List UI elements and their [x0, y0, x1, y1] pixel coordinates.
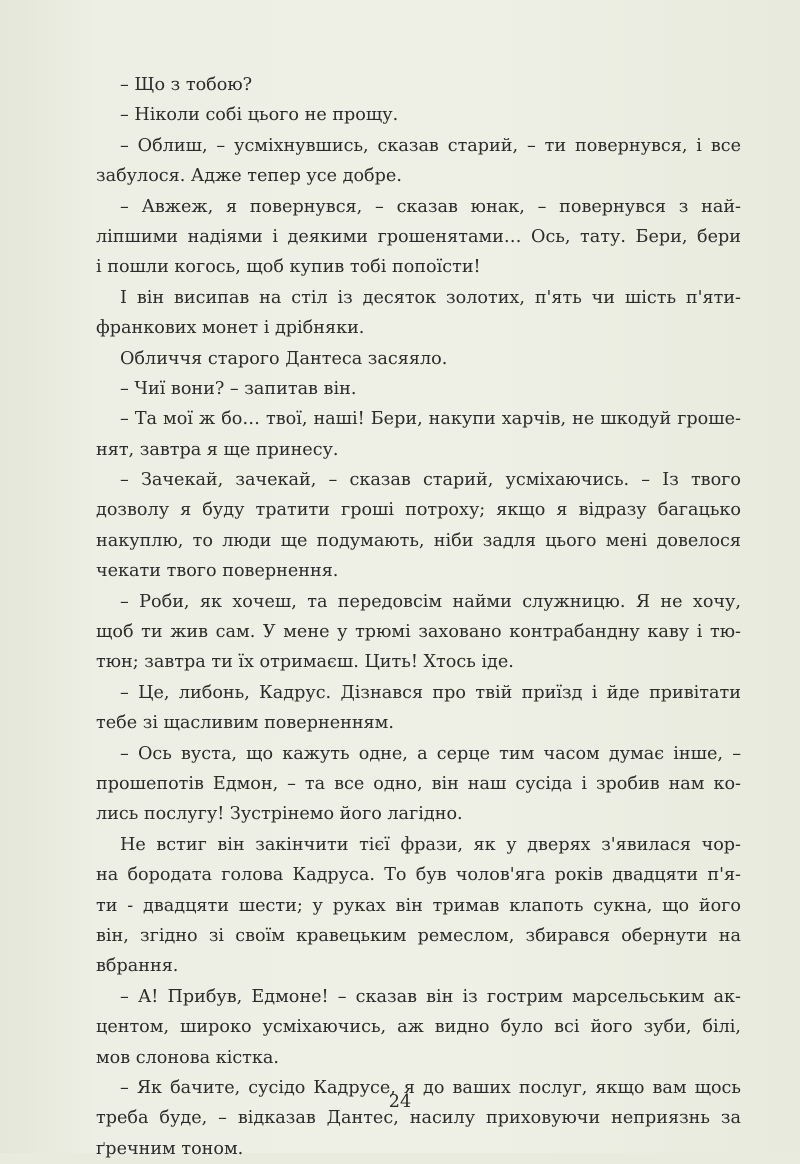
text-line: забулося. Адже тепер усе добре. — [96, 166, 402, 187]
text-line: ліпшими надіями і деякими грошенятами… Ось, тату. Бери, бери — [96, 226, 741, 247]
text-line: – Що з тобою? — [120, 75, 253, 95]
text-line: лись послугу! Зустрінемо його лагідно. — [96, 804, 463, 825]
text-line: накуплю, то люди ще подумають, ніби задля цього мені довелося — [96, 530, 741, 551]
text-line: мов слонова кістка. — [96, 1047, 279, 1068]
text-line: І він висипав на стіл із десяток золотих, п'ять чи шість п'яти- — [120, 287, 741, 308]
text-line: треба буде, – відказав Дантес, насилу приховуючи неприязнь за — [96, 1108, 741, 1129]
text-line: прошепотів Едмон, – та все одно, він наш сусіда і зробив нам ко- — [96, 773, 741, 794]
text-line: – Ніколи собі цього не прощу. — [120, 105, 399, 126]
text-line: ґречним тоном. — [96, 1138, 244, 1159]
text-line: – Чиї вони? – запитав він. — [120, 378, 357, 399]
text-line: Обличчя старого Дантеса засяяло. — [120, 348, 448, 369]
text-line: тюн; завтра ти їх отримаєш. Цить! Хтось іде. — [96, 652, 514, 673]
text-line: франкових монет і дрібняки. — [96, 318, 365, 339]
text-line: – Ось вуста, що кажуть одне, а серце тим часом думає інше, – — [120, 743, 741, 764]
text-line: Не встиг він закінчити тієї фрази, як у дверях з'явилася чор- — [120, 834, 741, 855]
text-line: він, згідно зі своїм кравецьким ремеслом, збирався обернути на — [96, 925, 741, 946]
text-line: – Та мої ж бо… твої, наші! Бери, накупи харчів, не шкодуй гроше- — [120, 409, 741, 430]
text-line: дозволу я буду тратити гроші потроху; якщо я відразу багацько — [96, 500, 741, 521]
text-line: щоб ти жив сам. У мене у трюмі заховано контрабандну каву і тю- — [96, 622, 741, 643]
text-line: – Це, либонь, Кадрус. Дізнався про твій приїзд і йде привітати — [120, 682, 741, 703]
text-line: вбрання. — [96, 956, 179, 977]
text-line: – А! Прибув, Едмоне! – сказав він із гострим марсельським ак- — [120, 986, 741, 1007]
text-line: чекати твого повернення. — [96, 561, 339, 582]
text-line: і пошли когось, щоб купив тобі попоїсти! — [96, 257, 481, 278]
text-line: ти - двадцяти шести; у руках він тримав клапоть сукна, що його — [96, 895, 741, 916]
text-line: – Зачекай, зачекай, – сказав старий, усміхаючись. – Із твого — [120, 470, 741, 491]
text-line: нят, завтра я ще принесу. — [96, 439, 339, 460]
body-text — [96, 70, 741, 1164]
text-line: – Як бачите, сусідо Кадрусе, я до ваших послуг, якщо вам щось — [120, 1077, 741, 1098]
text-line: тебе зі щасливим поверненням. — [96, 713, 394, 734]
text-line: – Авжеж, я повернувся, – сказав юнак, – повернувся з най- — [120, 196, 741, 217]
text-line: – Облиш, – усміхнувшись, сказав старий, – ти повернувся, і все — [120, 135, 741, 156]
text-line: на бородата голова Кадруса. То був чолов'яга років двадцяти п'я- — [96, 865, 741, 886]
page-number: 24 — [388, 1092, 412, 1112]
text-line: – Роби, як хочеш, та передовсім найми служницю. Я не хочу, — [120, 591, 741, 612]
text-line: центом, широко усміхаючись, аж видно було всі його зуби, білі, — [96, 1017, 741, 1038]
